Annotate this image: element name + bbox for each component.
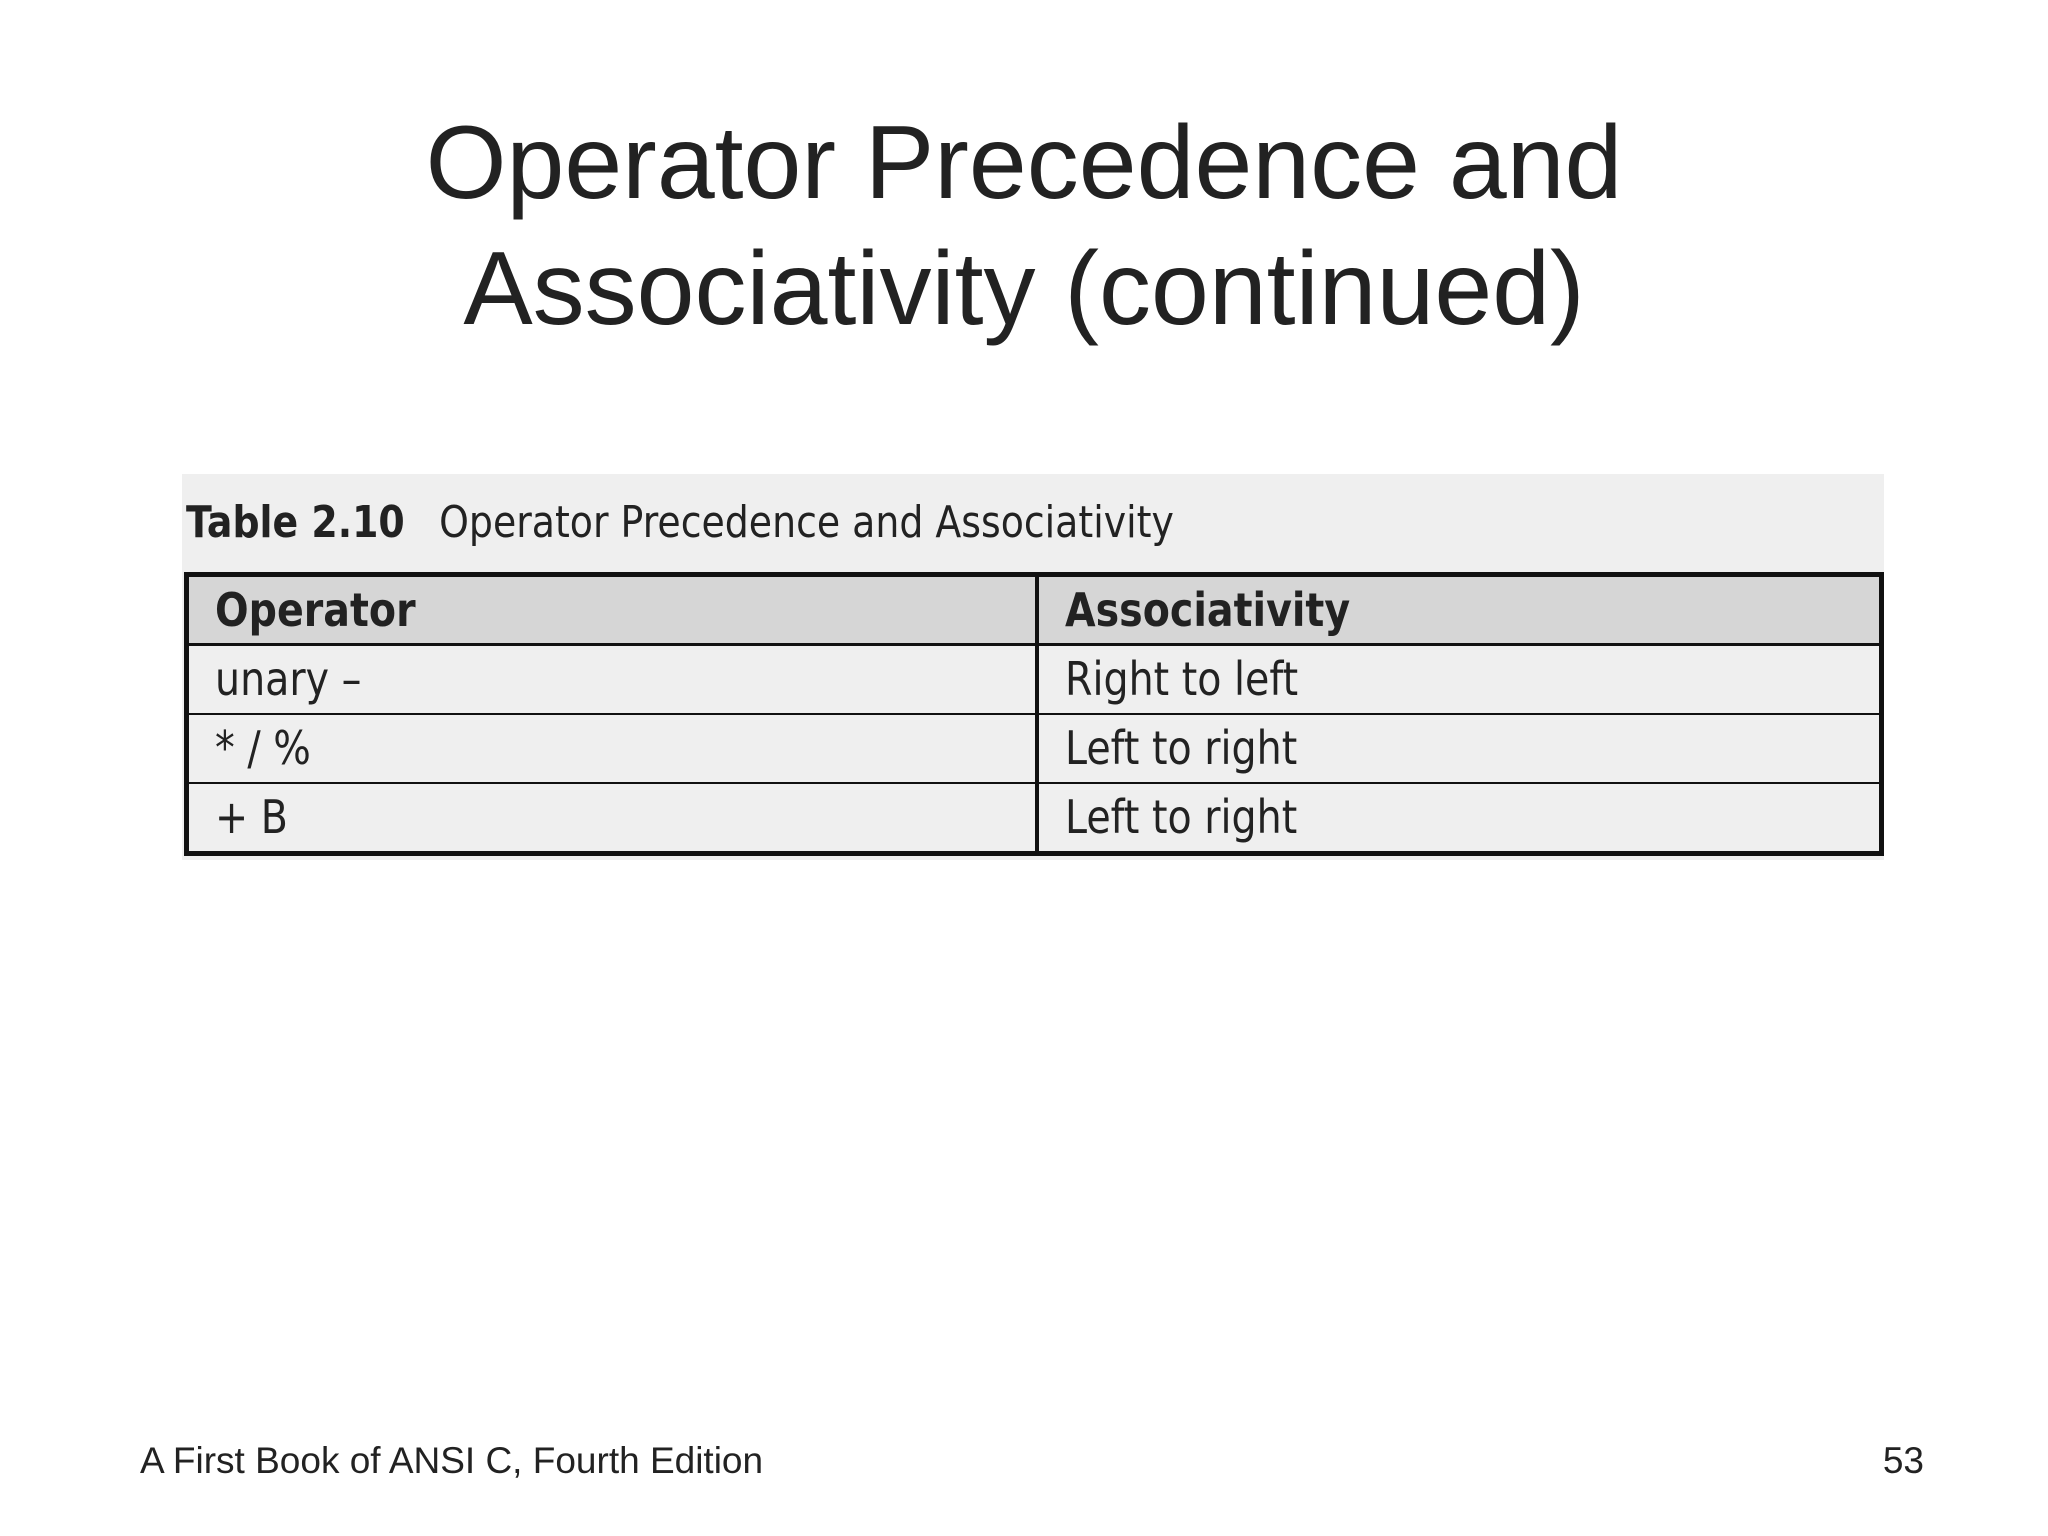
table-row bbox=[187, 645, 1882, 714]
cell-associativity: Left to right bbox=[1037, 783, 1882, 854]
slide-title-line-1: Operator Precedence and bbox=[425, 105, 1623, 221]
table-figure bbox=[182, 474, 1884, 860]
table-caption bbox=[186, 488, 1174, 558]
table-caption-number: Table 2.10 bbox=[186, 497, 405, 548]
footer-book-title: A First Book of ANSI C, Fourth Edition bbox=[140, 1440, 764, 1481]
slide-title bbox=[0, 100, 2048, 352]
cell-associativity: Left to right bbox=[1037, 714, 1882, 783]
header-associativity: Associativity bbox=[1037, 575, 1882, 645]
footer-page-number: 53 bbox=[1882, 1440, 1924, 1481]
cell-operator: + B bbox=[187, 783, 1038, 854]
table-header-row bbox=[187, 575, 1882, 645]
table-caption-text: Operator Precedence and Associativity bbox=[439, 497, 1174, 548]
cell-operator: * / % bbox=[187, 714, 1038, 783]
cell-associativity: Right to left bbox=[1037, 645, 1882, 714]
table-row bbox=[187, 783, 1882, 854]
header-operator: Operator bbox=[187, 575, 1038, 645]
slide-title-line-2: Associativity (continued) bbox=[463, 231, 1585, 347]
operator-table bbox=[184, 572, 1884, 856]
cell-operator: unary – bbox=[187, 645, 1038, 714]
table-row bbox=[187, 714, 1882, 783]
